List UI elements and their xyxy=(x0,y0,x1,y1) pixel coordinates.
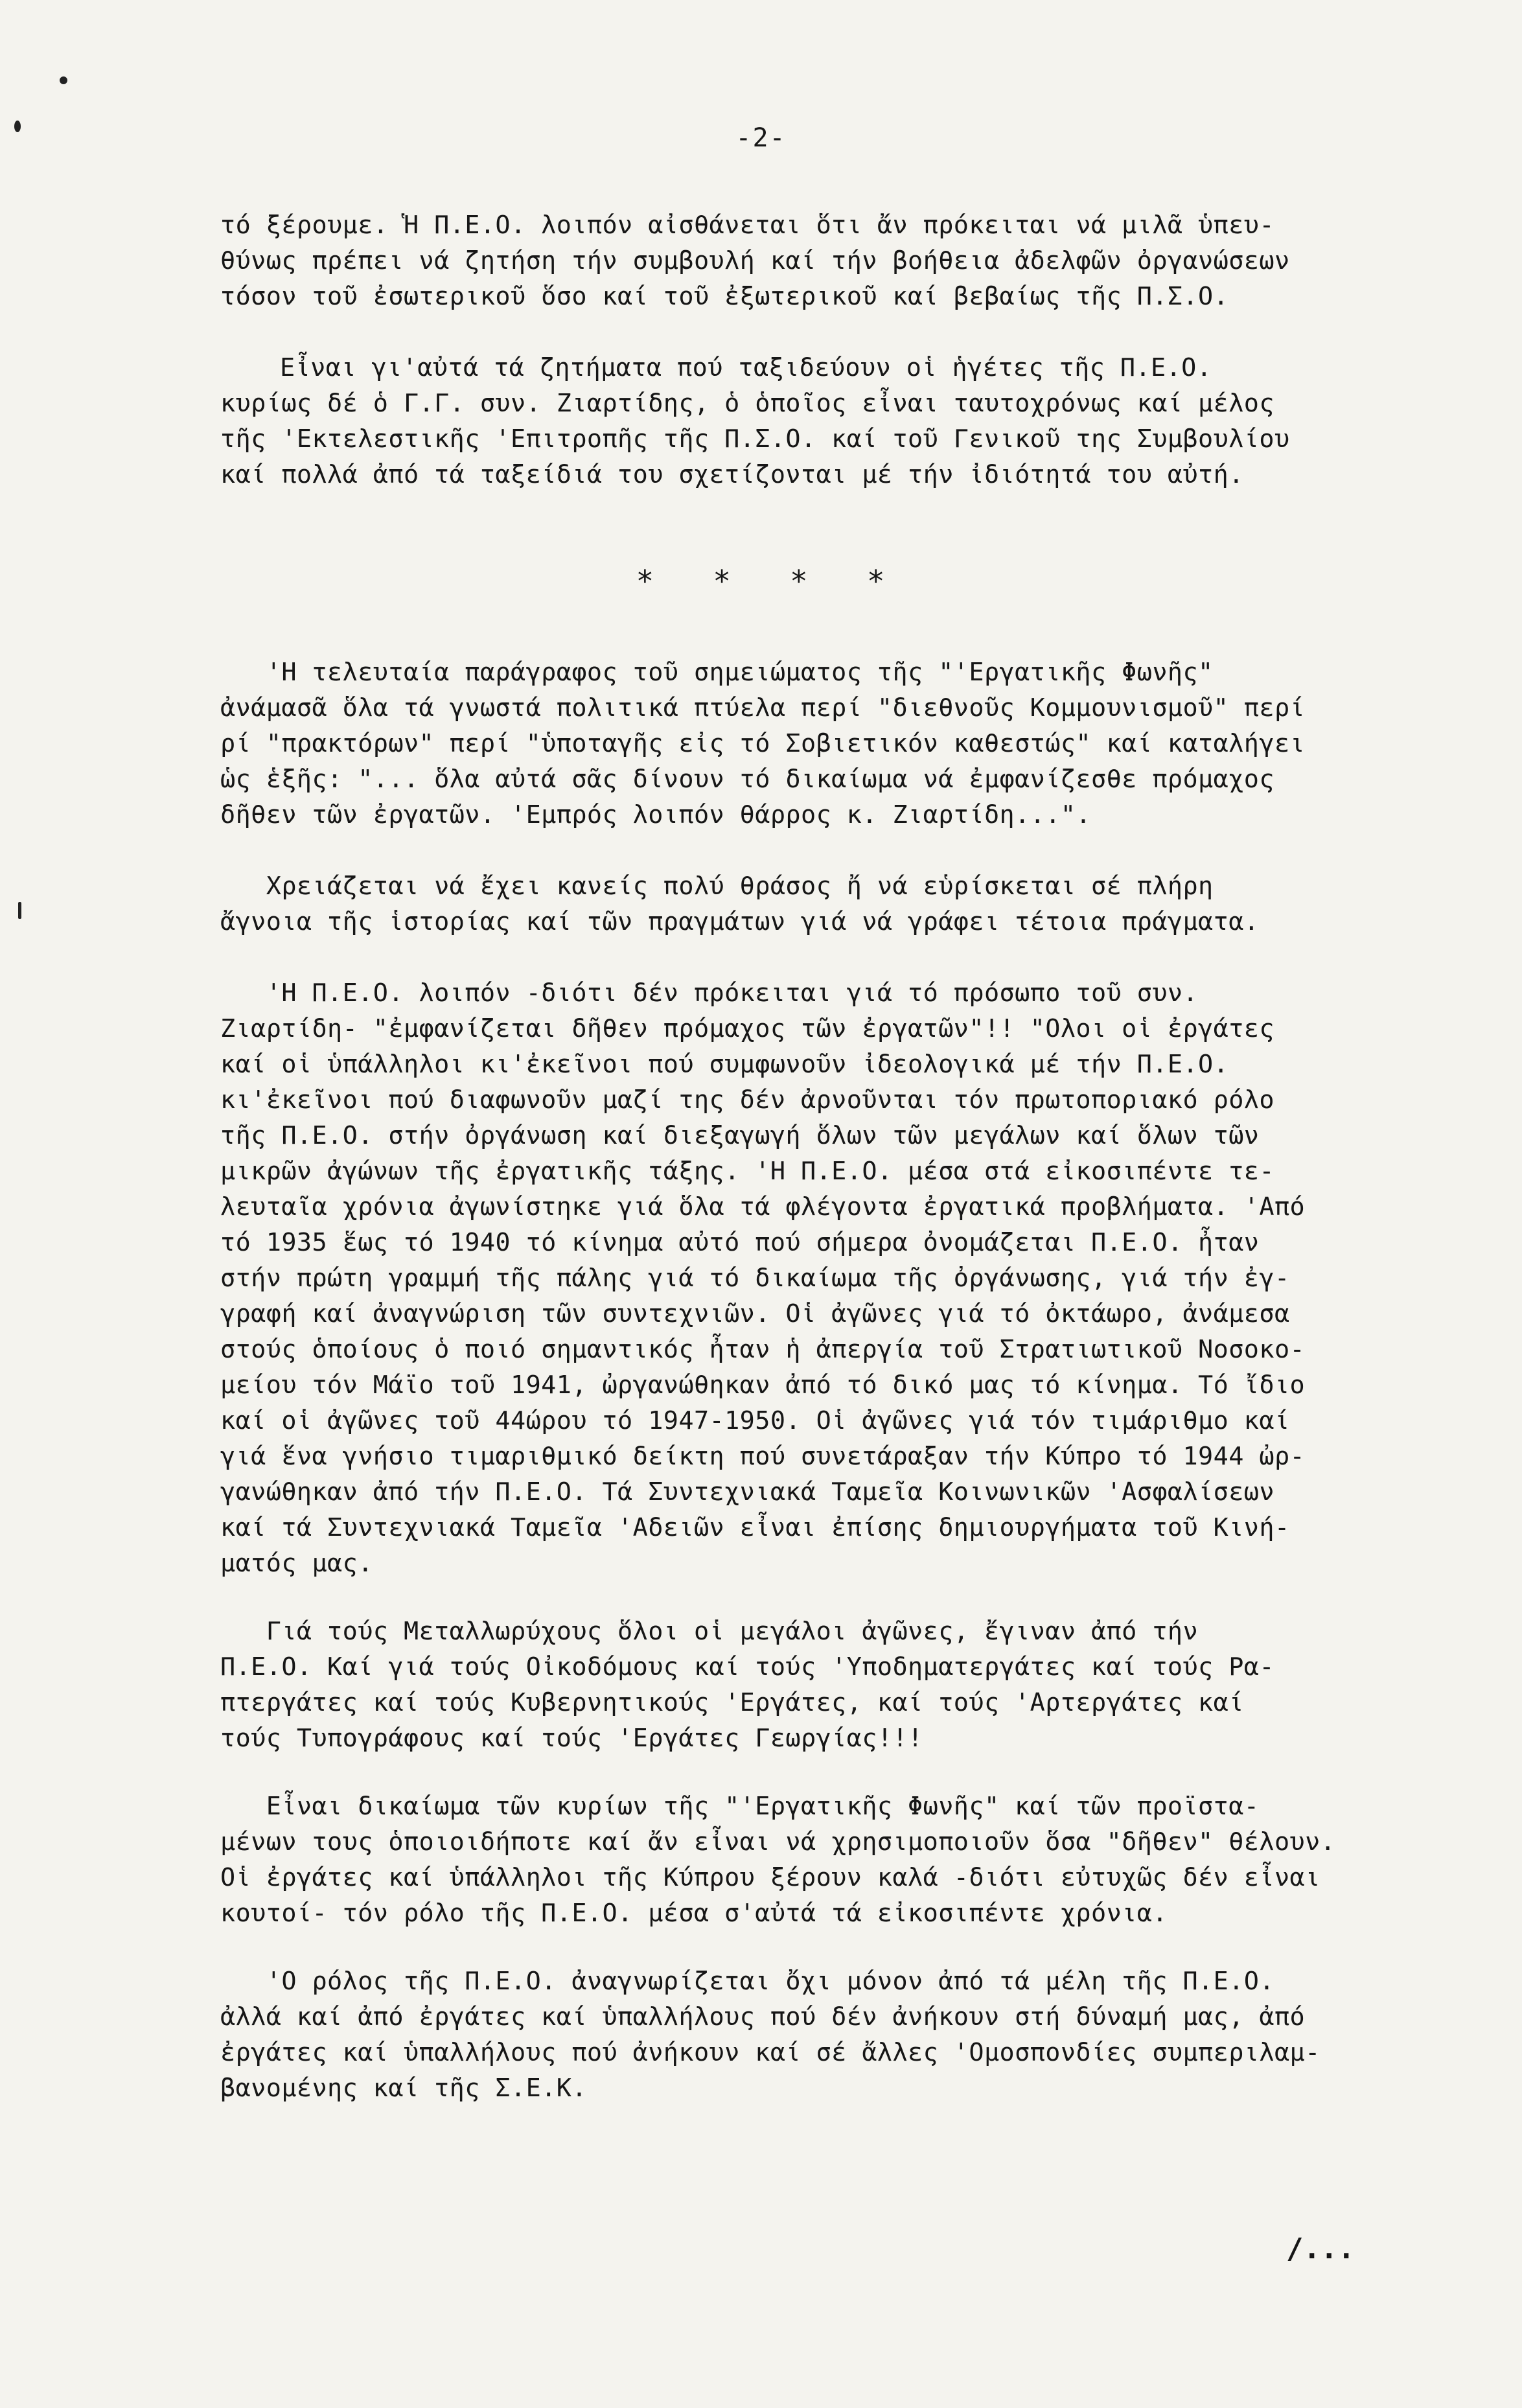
text-line: Χρειάζεται νά ἔχει κανείς πολύ θράσος ἤ νά εὑρίσκεται σέ πλήρη xyxy=(220,872,1214,901)
text-line: τόσον τοῦ ἐσωτερικοῦ ὅσο καί τοῦ ἐξωτερικοῦ καί βεβαίως τῆς Π.Σ.Ο. xyxy=(220,282,1229,311)
text-line: γανώθηκαν ἀπό τήν Π.Ε.Ο. Τά Συντεχνιακά Ταμεῖα Κοινωνικῶν 'Ασφαλίσεων xyxy=(220,1477,1274,1507)
paragraph xyxy=(220,350,1425,492)
text-line: ἀνάμασᾶ ὅλα τά γνωστά πολιτικά πτύελα περί "διεθνοῦς Κομμουνισμοῦ" περί xyxy=(220,693,1306,723)
text-line: πτεργάτες καί τούς Κυβερνητικούς 'Εργάτες, καί τούς 'Αρτεργάτες καί xyxy=(220,1688,1244,1717)
text-line: ὡς ἑξῆς: "... ὅλα αὐτά σᾶς δίνουν τό δικαίωμα νά ἐμφανίζεσθε πρόμαχος xyxy=(220,765,1274,794)
text-line: στούς ὁποίους ὁ ποιό σημαντικός ἦταν ἡ ἀπεργία τοῦ Στρατιωτικοῦ Νοσοκο- xyxy=(220,1335,1306,1364)
text-line: τούς Τυπογράφους καί τούς 'Εργάτες Γεωργίας!!! xyxy=(220,1724,923,1753)
paragraph xyxy=(220,868,1425,940)
text-line: ἄγνοια τῆς ἱστορίας καί τῶν πραγμάτων γιά νά γράφει τέτοια πράγματα. xyxy=(220,907,1260,936)
paragraph xyxy=(220,207,1425,314)
text-line: μένων τους ὁποιοιδήποτε καί ἄν εἶναι νά χρησιμοποιοῦν ὅσα "δῆθεν" θέλουν. xyxy=(220,1827,1336,1857)
paragraph xyxy=(220,1963,1425,2106)
text-line: κουτοί- τόν ρόλο τῆς Π.Ε.Ο. μέσα σ'αὐτά τά εἰκοσιπέντε χρόνια. xyxy=(220,1899,1168,1928)
text-line: καί πολλά ἀπό τά ταξείδιά του σχετίζονται μέ τήν ἰδιότητά του αὐτή. xyxy=(220,460,1244,489)
text-line: κι'ἐκεῖνοι πού διαφωνοῦν μαζί της δέν ἀρνοῦνται τόν πρωτοποριακό ρόλο xyxy=(220,1085,1274,1115)
text-line: τό ξέρουμε. Ἡ Π.Ε.Ο. λοιπόν αἰσθάνεται ὅτι ἄν πρόκειται νά μιλᾶ ὑπευ- xyxy=(220,211,1274,240)
text-line: στήν πρώτη γραμμή τῆς πάλης γιά τό δικαίωμα τῆς ὀργάνωσης, γιά τήν ἐγ- xyxy=(220,1264,1290,1293)
text-line: βανομένης καί τῆς Σ.Ε.Κ. xyxy=(220,2074,587,2103)
paragraph xyxy=(220,654,1425,833)
text-line: ματός μας. xyxy=(220,1549,373,1578)
paragraph xyxy=(220,1614,1425,1756)
text-line: γραφή καί ἀναγνώριση τῶν συντεχνιῶν. Οἱ ἀγῶνες γιά τό ὀκτάωρο, ἀνάμεσα xyxy=(220,1299,1290,1328)
text-line: ἀλλά καί ἀπό ἐργάτες καί ὑπαλλήλους πού δέν ἀνήκουν στή δύναμή μας, ἀπό xyxy=(220,2002,1306,2032)
punch-mark xyxy=(60,76,67,84)
text-line: τῆς 'Εκτελεστικῆς 'Επιτροπῆς τῆς Π.Σ.Ο. καί τοῦ Γενικοῦ της Συμβουλίου xyxy=(220,424,1290,454)
text-line: ρί "πρακτόρων" περί "ὑποταγῆς εἰς τό Σοβιετικόν καθεστώς" καί καταλήγει xyxy=(220,729,1306,758)
text-line: γιά ἕνα γνήσιο τιμαριθμικό δείκτη πού συνετάραξαν τήν Κύπρο τό 1944 ὠρ- xyxy=(220,1442,1306,1471)
text-line: δῆθεν τῶν ἐργατῶν. 'Εμπρός λοιπόν θάρρος κ. Ζιαρτίδη...". xyxy=(220,800,1092,829)
paragraph xyxy=(220,975,1425,1581)
intro-text xyxy=(220,207,1425,528)
text-line: Εἶναι γι'αὐτά τά ζητήματα πού ταξιδεύουν οἱ ἡγέτες τῆς Π.Ε.Ο. xyxy=(280,353,1212,382)
main-text xyxy=(220,654,1425,2142)
text-line: 'Ο ρόλος τῆς Π.Ε.Ο. ἀναγνωρίζεται ὄχι μόνον ἀπό τά μέλη τῆς Π.Ε.Ο. xyxy=(220,1967,1274,1996)
text-line: καί τά Συντεχνιακά Ταμεῖα 'Αδειῶν εἶναι ἐπίσης δημιουργήματα τοῦ Κινή- xyxy=(220,1513,1290,1542)
text-line: κυρίως δέ ὁ Γ.Γ. συν. Ζιαρτίδης, ὁ ὁποῖος εἶναι ταυτοχρόνως καί μέλος xyxy=(220,389,1274,418)
paragraph xyxy=(220,1789,1425,1931)
text-line: Π.Ε.Ο. Καί γιά τούς Οἰκοδόμους καί τούς 'Υποδηματεργάτες καί τούς Ρα- xyxy=(220,1652,1274,1682)
text-line: μικρῶν ἀγώνων τῆς ἐργατικῆς τάξης. 'Η Π.Ε.Ο. μέσα στά εἰκοσιπέντε τε- xyxy=(220,1157,1274,1186)
punch-mark xyxy=(18,902,21,919)
text-line: τῆς Π.Ε.Ο. στήν ὀργάνωση καί διεξαγωγή ὅλων τῶν μεγάλων καί ὅλων τῶν xyxy=(220,1121,1260,1150)
text-line: 'Η τελευταία παράγραφος τοῦ σημειώματος τῆς "'Εργατικῆς Φωνῆς" xyxy=(220,658,1214,687)
text-line: Ζιαρτίδη- "ἐμφανίζεται δῆθεν πρόμαχος τῶν ἐργατῶν"!! "Ολοι οἱ ἐργάτες xyxy=(220,1014,1274,1043)
text-line: Οἱ ἐργάτες καί ὑπάλληλοι τῆς Κύπρου ξέρουν καλά -διότι εὐτυχῶς δέν εἶναι xyxy=(220,1863,1320,1892)
section-separator: * * * * xyxy=(636,564,886,599)
page-number: -2- xyxy=(735,123,787,153)
text-line: λευταῖα χρόνια ἀγωνίστηκε γιά ὅλα τά φλέγοντα ἐργατικά προβλήματα. 'Από xyxy=(220,1192,1306,1221)
text-line: μείου τόν Μάϊο τοῦ 1941, ὠργανώθηκαν ἀπό τό δικό μας τό κίνημα. Τό ἴδιο xyxy=(220,1371,1306,1400)
text-line: καί οἱ ὑπάλληλοι κι'ἐκεῖνοι πού συμφωνοῦν ἰδεολογικά μέ τήν Π.Ε.Ο. xyxy=(220,1050,1229,1079)
text-line: 'Η Π.Ε.Ο. λοιπόν -διότι δέν πρόκειται γιά τό πρόσωπο τοῦ συν. xyxy=(220,978,1199,1008)
text-line: τό 1935 ἕως τό 1940 τό κίνημα αὐτό πού σήμερα ὀνομάζεται Π.Ε.Ο. ἦταν xyxy=(220,1228,1260,1257)
continued-mark: /... xyxy=(1286,2232,1355,2265)
text-line: καί οἱ ἀγῶνες τοῦ 44ώρου τό 1947-1950. Οἱ ἀγῶνες γιά τόν τιμάριθμο καί xyxy=(220,1406,1290,1435)
text-line: ἐργάτες καί ὑπαλλήλους πού ἀνήκουν καί σέ ἄλλες 'Ομοσπονδίες συμπεριλαμ- xyxy=(220,2038,1320,2067)
text-line: θύνως πρέπει νά ζητήση τήν συμβουλή καί τήν βοήθεια ἀδελφῶν ὀργανώσεων xyxy=(220,246,1290,275)
text-line: Εἶναι δικαίωμα τῶν κυρίων τῆς "'Εργατικῆς Φωνῆς" καί τῶν προϊστα- xyxy=(220,1792,1260,1821)
text-line: Γιά τούς Μεταλλωρύχους ὅλοι οἱ μεγάλοι ἀγῶνες, ἔγιναν ἀπό τήν xyxy=(220,1617,1199,1646)
